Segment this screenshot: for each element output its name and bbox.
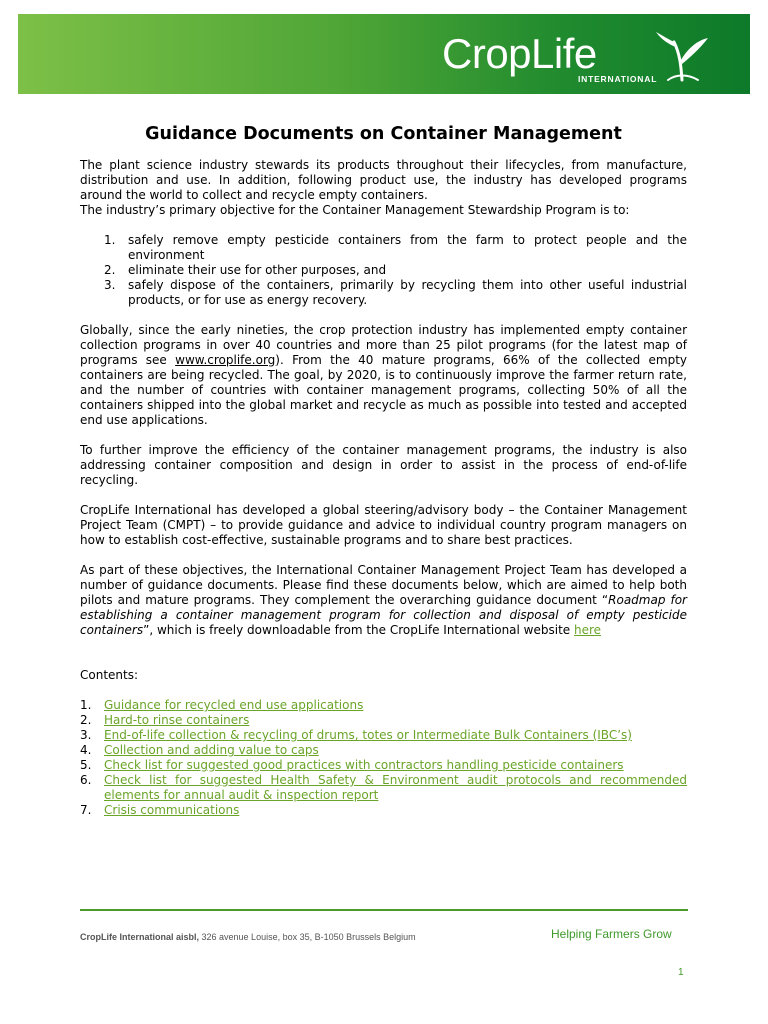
contents-link-3[interactable]: End-of-life collection & recycling of drums, totes or Intermediate Bulk Containers (IBC’s) — [104, 728, 632, 742]
footer-tagline: Helping Farmers Grow — [551, 927, 672, 941]
global-paragraph: Globally, since the early nineties, the crop protection industry has implemented empty container collection programs in over 40 countries and more than 25 pilot programs (for the latest map of programs see www.croplife.org). From the 40 mature programs, 66% of the collected empty containers are being recycled. The goal, by 2020, is to continuously improve the farmer return rate, and the number of countries with container management programs, collecting 50% of all the containers shipped into the global market and recycle as much as possible into tested and accepted end use applications. — [80, 323, 688, 427]
objectives-list — [80, 233, 687, 308]
intro-paragraph: The plant science industry stewards its products throughout their lifecycles, from manufacture, distribution and use. In addition, following product use, the industry has developed programs around the world to collect and recycle empty containers. — [80, 158, 687, 202]
contents-link-2[interactable]: Hard-to rinse containers — [104, 713, 250, 727]
list-item: 6. Check list for suggested Health Safety & Environment audit protocols and recommended elements for annual audit & inspection report — [80, 773, 687, 802]
logo-subtitle: INTERNATIONAL — [578, 74, 658, 84]
sprout-icon — [654, 30, 710, 82]
list-item: 7. Crisis communications — [80, 803, 240, 817]
contents-link-7[interactable]: Crisis communications — [104, 803, 240, 817]
document-body — [80, 122, 687, 818]
list-item: 2. eliminate their use for other purposes, and — [104, 263, 387, 277]
logo-wordmark: CropLife — [442, 30, 597, 77]
list-item: 3. safely dispose of the containers, primarily by recycling them into other useful industrial products, or for use as energy recovery. — [104, 278, 687, 307]
page-number: 1 — [678, 967, 684, 978]
list-item: 1. safely remove empty pesticide containers from the farm to protect people and the environment — [104, 233, 687, 262]
footer-address: CropLife International aisbl, 326 avenue Louise, box 35, B-1050 Brussels Belgium — [80, 932, 416, 942]
contents-link-1[interactable]: Guidance for recycled end use applications — [104, 698, 364, 712]
objective-lead: The industry’s primary objective for the Container Management Stewardship Program is to: — [80, 203, 630, 217]
contents-link-4[interactable]: Collection and adding value to caps — [104, 743, 319, 757]
contents-link-5[interactable]: Check list for suggested good practices with contractors handling pesticide containers — [104, 758, 624, 772]
footer-divider — [80, 909, 688, 911]
contents-link-6[interactable]: Check list for suggested Health Safety & Environment audit protocols and recommended elements for annual audit & inspection report — [104, 773, 687, 802]
contents-label: Contents: — [80, 668, 139, 682]
croplife-logo[interactable] — [442, 32, 722, 88]
objectives-paragraph: As part of these objectives, the International Container Management Project Team has developed a number of guidance documents. Please find these documents below, which are aimed to help both pilots and mature programs. They complement the overarching guidance document “Roadmap for establishing a container management program for collection and disposal of empty pesticide containers”, which is freely downloadable from the CropLife International website here — [80, 563, 687, 637]
list-item: 3. End-of-life collection & recycling of drums, totes or Intermediate Bulk Containers (IBC’s) — [80, 728, 632, 742]
efficiency-paragraph: To further improve the efficiency of the container management programs, the industry is also addressing container composition and design in order to assist in the process of end-of-life recycling. — [80, 443, 687, 487]
croplife-website-link[interactable]: www.croplife.org — [175, 353, 276, 367]
here-link[interactable]: here — [573, 623, 602, 637]
contents-list — [80, 698, 687, 818]
list-item: 1. Guidance for recycled end use applications — [80, 698, 364, 712]
list-item: 4. Collection and adding value to caps — [80, 743, 319, 757]
header-banner — [18, 14, 750, 94]
list-item: 2. Hard-to rinse containers — [80, 713, 250, 727]
page-title: Guidance Documents on Container Management — [145, 124, 622, 144]
cmpt-paragraph: CropLife International has developed a global steering/advisory body – the Container Management Project Team (CMPT) – to provide guidance and advice to individual country program managers on how to establish cost-effective, sustainable programs and to share best practices. — [80, 503, 687, 547]
list-item: 5. Check list for suggested good practices with contractors handling pesticide containers — [80, 758, 624, 772]
